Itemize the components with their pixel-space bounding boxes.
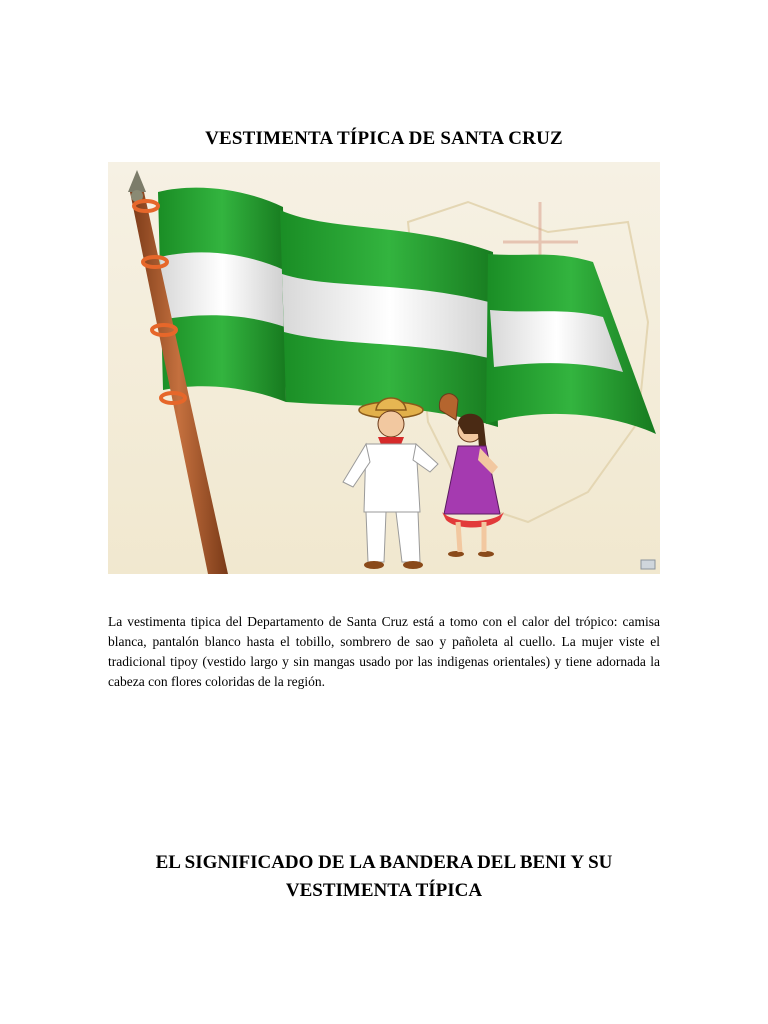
- section-title: EL SIGNIFICADO DE LA BANDERA DEL BENI Y SU VESTIMENTA TÍPICA: [155, 852, 613, 901]
- corner-badge: [641, 560, 655, 569]
- flag-illustration: [108, 162, 660, 574]
- page-title: VESTIMENTA TÍPICA DE SANTA CRUZ: [205, 128, 563, 149]
- body-paragraph: La vestimenta tipica del Departamento de Santa Cruz está a tomo con el calor del trópico: camisa blanca, pantalón blanco hasta el tobillo, sombrero de sao y pañoleta al cuello. La mujer viste el tradicional tipoy (vestido largo y sin mangas usado por las indigenas orientales) y tiene adornada la cabeza con flores coloridas de la región.: [108, 614, 660, 689]
